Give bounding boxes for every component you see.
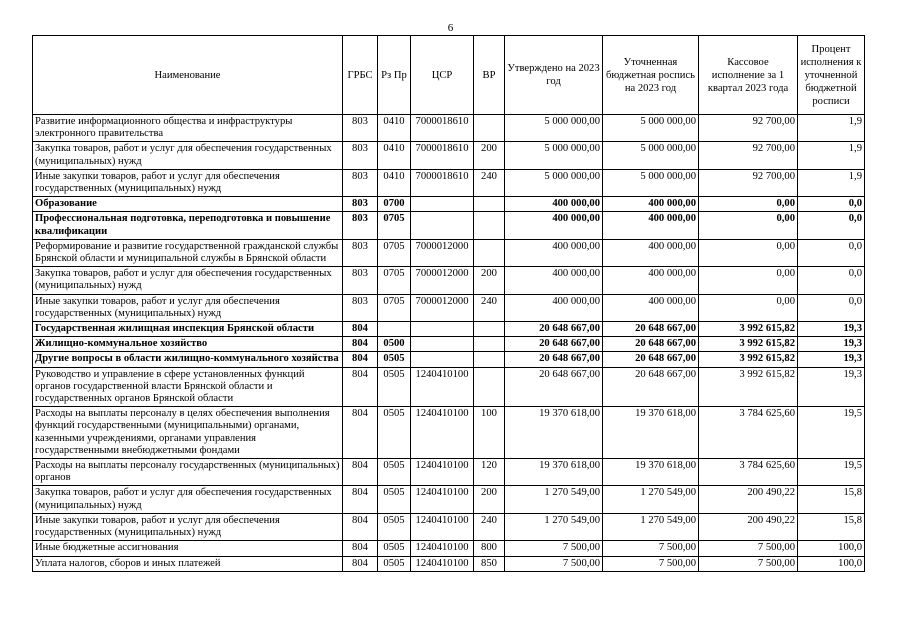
table-row	[33, 337, 865, 352]
cell-grbs: 804	[343, 513, 378, 540]
cell-name: Другие вопросы в области жилищно-коммунального хозяйства	[33, 352, 343, 367]
cell-refined: 1 270 549,00	[603, 513, 699, 540]
cell-refined: 5 000 000,00	[603, 169, 699, 196]
cell-grbs: 804	[343, 337, 378, 352]
table-row	[33, 407, 865, 459]
cell-name: Образование	[33, 197, 343, 212]
cell-cash: 3 992 615,82	[699, 367, 798, 407]
cell-cash: 200 490,22	[699, 486, 798, 513]
cell-rzpr: 0505	[378, 407, 411, 459]
table-row	[33, 115, 865, 142]
cell-grbs: 803	[343, 294, 378, 321]
col-header-percent: Процент исполнения к уточненной бюджетной росписи	[798, 36, 865, 115]
cell-vr	[474, 367, 505, 407]
cell-rzpr: 0500	[378, 337, 411, 352]
cell-refined: 20 648 667,00	[603, 367, 699, 407]
cell-vr: 240	[474, 169, 505, 196]
cell-name: Государственная жилищная инспекция Брянской области	[33, 322, 343, 337]
cell-percent: 0,0	[798, 294, 865, 321]
cell-rzpr: 0410	[378, 142, 411, 169]
cell-cash: 3 992 615,82	[699, 352, 798, 367]
table-row	[33, 212, 865, 239]
cell-percent: 15,8	[798, 486, 865, 513]
cell-approved: 7 500,00	[505, 556, 603, 571]
cell-cash: 3 992 615,82	[699, 322, 798, 337]
cell-approved: 400 000,00	[505, 267, 603, 294]
table-row	[33, 459, 865, 486]
cell-csr: 7000018610	[411, 142, 474, 169]
cell-name: Закупка товаров, работ и услуг для обеспечения государственных (муниципальных) нужд	[33, 486, 343, 513]
cell-name: Иные закупки товаров, работ и услуг для обеспечения государственных (муниципальных) нужд	[33, 513, 343, 540]
cell-name: Закупка товаров, работ и услуг для обеспечения государственных (муниципальных) нужд	[33, 267, 343, 294]
cell-rzpr: 0505	[378, 352, 411, 367]
cell-percent: 19,3	[798, 337, 865, 352]
cell-rzpr: 0705	[378, 267, 411, 294]
cell-rzpr: 0705	[378, 212, 411, 239]
cell-refined: 7 500,00	[603, 541, 699, 556]
cell-vr: 120	[474, 459, 505, 486]
table-row	[33, 169, 865, 196]
page-number: 6	[447, 22, 454, 34]
cell-approved: 19 370 618,00	[505, 407, 603, 459]
cell-percent: 15,8	[798, 513, 865, 540]
budget-table	[32, 35, 865, 572]
cell-csr: 7000018610	[411, 169, 474, 196]
col-header-vr: ВР	[474, 36, 505, 115]
table-header-row	[33, 36, 865, 115]
cell-grbs: 804	[343, 352, 378, 367]
cell-cash: 0,00	[699, 239, 798, 266]
cell-approved: 20 648 667,00	[505, 352, 603, 367]
cell-refined: 400 000,00	[603, 239, 699, 266]
cell-approved: 7 500,00	[505, 541, 603, 556]
cell-cash: 3 784 625,60	[699, 407, 798, 459]
cell-percent: 0,0	[798, 267, 865, 294]
cell-vr: 240	[474, 294, 505, 321]
cell-rzpr: 0705	[378, 294, 411, 321]
cell-percent: 1,9	[798, 115, 865, 142]
cell-rzpr: 0505	[378, 459, 411, 486]
cell-vr	[474, 322, 505, 337]
cell-vr: 240	[474, 513, 505, 540]
cell-percent: 1,9	[798, 142, 865, 169]
cell-refined: 400 000,00	[603, 294, 699, 321]
cell-vr	[474, 115, 505, 142]
cell-refined: 7 500,00	[603, 556, 699, 571]
col-header-csr: ЦСР	[411, 36, 474, 115]
cell-csr	[411, 322, 474, 337]
cell-approved: 400 000,00	[505, 197, 603, 212]
cell-refined: 400 000,00	[603, 267, 699, 294]
cell-csr: 1240410100	[411, 513, 474, 540]
cell-grbs: 803	[343, 142, 378, 169]
table-row	[33, 352, 865, 367]
table-row	[33, 322, 865, 337]
cell-cash: 92 700,00	[699, 169, 798, 196]
cell-grbs: 803	[343, 239, 378, 266]
cell-refined: 20 648 667,00	[603, 352, 699, 367]
cell-percent: 100,0	[798, 541, 865, 556]
cell-rzpr	[378, 322, 411, 337]
cell-name: Уплата налогов, сборов и иных платежей	[33, 556, 343, 571]
cell-grbs: 804	[343, 486, 378, 513]
col-header-rzpr: Рз Пр	[378, 36, 411, 115]
cell-approved: 19 370 618,00	[505, 459, 603, 486]
cell-csr: 7000018610	[411, 115, 474, 142]
cell-csr	[411, 337, 474, 352]
cell-name: Реформирование и развитие государственной гражданской службы Брянской области и муниципальной службы в Брянской области	[33, 239, 343, 266]
cell-percent: 19,5	[798, 407, 865, 459]
cell-grbs: 804	[343, 459, 378, 486]
cell-refined: 20 648 667,00	[603, 337, 699, 352]
cell-approved: 5 000 000,00	[505, 142, 603, 169]
cell-csr: 1240410100	[411, 556, 474, 571]
cell-cash: 0,00	[699, 212, 798, 239]
table-row	[33, 486, 865, 513]
cell-csr: 1240410100	[411, 459, 474, 486]
cell-vr	[474, 212, 505, 239]
cell-name: Профессиональная подготовка, переподготовка и повышение квалификации	[33, 212, 343, 239]
cell-approved: 400 000,00	[505, 239, 603, 266]
cell-cash: 200 490,22	[699, 513, 798, 540]
cell-csr: 7000012000	[411, 294, 474, 321]
cell-csr: 1240410100	[411, 367, 474, 407]
cell-grbs: 804	[343, 407, 378, 459]
cell-name: Расходы на выплаты персоналу государственных (муниципальных) органов	[33, 459, 343, 486]
cell-refined: 1 270 549,00	[603, 486, 699, 513]
cell-vr: 200	[474, 142, 505, 169]
cell-percent: 1,9	[798, 169, 865, 196]
cell-rzpr: 0410	[378, 169, 411, 196]
cell-refined: 5 000 000,00	[603, 115, 699, 142]
table-row	[33, 142, 865, 169]
cell-approved: 400 000,00	[505, 212, 603, 239]
col-header-grbs: ГРБС	[343, 36, 378, 115]
cell-refined: 400 000,00	[603, 197, 699, 212]
cell-csr	[411, 352, 474, 367]
cell-rzpr: 0505	[378, 513, 411, 540]
cell-csr: 7000012000	[411, 267, 474, 294]
cell-rzpr: 0410	[378, 115, 411, 142]
cell-rzpr: 0700	[378, 197, 411, 212]
cell-refined: 400 000,00	[603, 212, 699, 239]
cell-approved: 5 000 000,00	[505, 169, 603, 196]
cell-approved: 5 000 000,00	[505, 115, 603, 142]
cell-vr	[474, 337, 505, 352]
cell-percent: 19,3	[798, 322, 865, 337]
cell-rzpr: 0505	[378, 367, 411, 407]
table-body	[33, 115, 865, 572]
cell-csr	[411, 197, 474, 212]
cell-cash: 92 700,00	[699, 115, 798, 142]
cell-percent: 0,0	[798, 239, 865, 266]
cell-percent: 0,0	[798, 212, 865, 239]
cell-grbs: 803	[343, 115, 378, 142]
col-header-refined: Уточненная бюджетная роспись на 2023 год	[603, 36, 699, 115]
col-header-cash: Кассовое исполнение за 1 квартал 2023 года	[699, 36, 798, 115]
cell-csr: 1240410100	[411, 486, 474, 513]
cell-percent: 19,3	[798, 352, 865, 367]
cell-name: Руководство и управление в сфере установленных функций органов государственной власти Брянской области и государственных органов Брянской области	[33, 367, 343, 407]
cell-cash: 0,00	[699, 294, 798, 321]
cell-percent: 0,0	[798, 197, 865, 212]
cell-rzpr: 0705	[378, 239, 411, 266]
table-row	[33, 513, 865, 540]
cell-name: Иные закупки товаров, работ и услуг для обеспечения государственных (муниципальных) нужд	[33, 169, 343, 196]
cell-csr: 1240410100	[411, 407, 474, 459]
cell-rzpr: 0505	[378, 556, 411, 571]
cell-cash: 7 500,00	[699, 541, 798, 556]
cell-vr: 200	[474, 486, 505, 513]
cell-vr: 850	[474, 556, 505, 571]
cell-approved: 1 270 549,00	[505, 486, 603, 513]
cell-grbs: 803	[343, 212, 378, 239]
table-row	[33, 197, 865, 212]
cell-grbs: 804	[343, 367, 378, 407]
cell-name: Закупка товаров, работ и услуг для обеспечения государственных (муниципальных) нужд	[33, 142, 343, 169]
table-row	[33, 556, 865, 571]
cell-cash: 0,00	[699, 197, 798, 212]
cell-refined: 5 000 000,00	[603, 142, 699, 169]
cell-vr	[474, 197, 505, 212]
cell-vr	[474, 352, 505, 367]
cell-csr	[411, 212, 474, 239]
table-row	[33, 294, 865, 321]
cell-vr	[474, 239, 505, 266]
table-row	[33, 267, 865, 294]
cell-grbs: 803	[343, 169, 378, 196]
cell-refined: 19 370 618,00	[603, 407, 699, 459]
col-header-name: Наименование	[33, 36, 343, 115]
cell-approved: 20 648 667,00	[505, 337, 603, 352]
cell-approved: 400 000,00	[505, 294, 603, 321]
cell-name: Развитие информационного общества и инфраструктуры электронного правительства	[33, 115, 343, 142]
cell-csr: 7000012000	[411, 239, 474, 266]
cell-cash: 3 784 625,60	[699, 459, 798, 486]
cell-name: Жилищно-коммунальное хозяйство	[33, 337, 343, 352]
cell-percent: 19,3	[798, 367, 865, 407]
cell-grbs: 803	[343, 267, 378, 294]
cell-name: Иные закупки товаров, работ и услуг для обеспечения государственных (муниципальных) нужд	[33, 294, 343, 321]
cell-rzpr: 0505	[378, 541, 411, 556]
cell-rzpr: 0505	[378, 486, 411, 513]
cell-cash: 7 500,00	[699, 556, 798, 571]
cell-approved: 20 648 667,00	[505, 367, 603, 407]
cell-vr: 100	[474, 407, 505, 459]
cell-refined: 20 648 667,00	[603, 322, 699, 337]
cell-vr: 800	[474, 541, 505, 556]
cell-approved: 20 648 667,00	[505, 322, 603, 337]
cell-name: Расходы на выплаты персоналу в целях обеспечения выполнения функций государственными (муниципальными) органами, казенными учреждениями, органами управления государственными внебюджетными фондами	[33, 407, 343, 459]
cell-cash: 92 700,00	[699, 142, 798, 169]
cell-grbs: 803	[343, 197, 378, 212]
cell-refined: 19 370 618,00	[603, 459, 699, 486]
cell-grbs: 804	[343, 322, 378, 337]
cell-cash: 3 992 615,82	[699, 337, 798, 352]
cell-percent: 100,0	[798, 556, 865, 571]
cell-approved: 1 270 549,00	[505, 513, 603, 540]
table-row	[33, 239, 865, 266]
cell-vr: 200	[474, 267, 505, 294]
cell-percent: 19,5	[798, 459, 865, 486]
table-row	[33, 367, 865, 407]
cell-grbs: 804	[343, 541, 378, 556]
cell-name: Иные бюджетные ассигнования	[33, 541, 343, 556]
cell-cash: 0,00	[699, 267, 798, 294]
table-row	[33, 541, 865, 556]
cell-grbs: 804	[343, 556, 378, 571]
col-header-approved: Утверждено на 2023 год	[505, 36, 603, 115]
cell-csr: 1240410100	[411, 541, 474, 556]
